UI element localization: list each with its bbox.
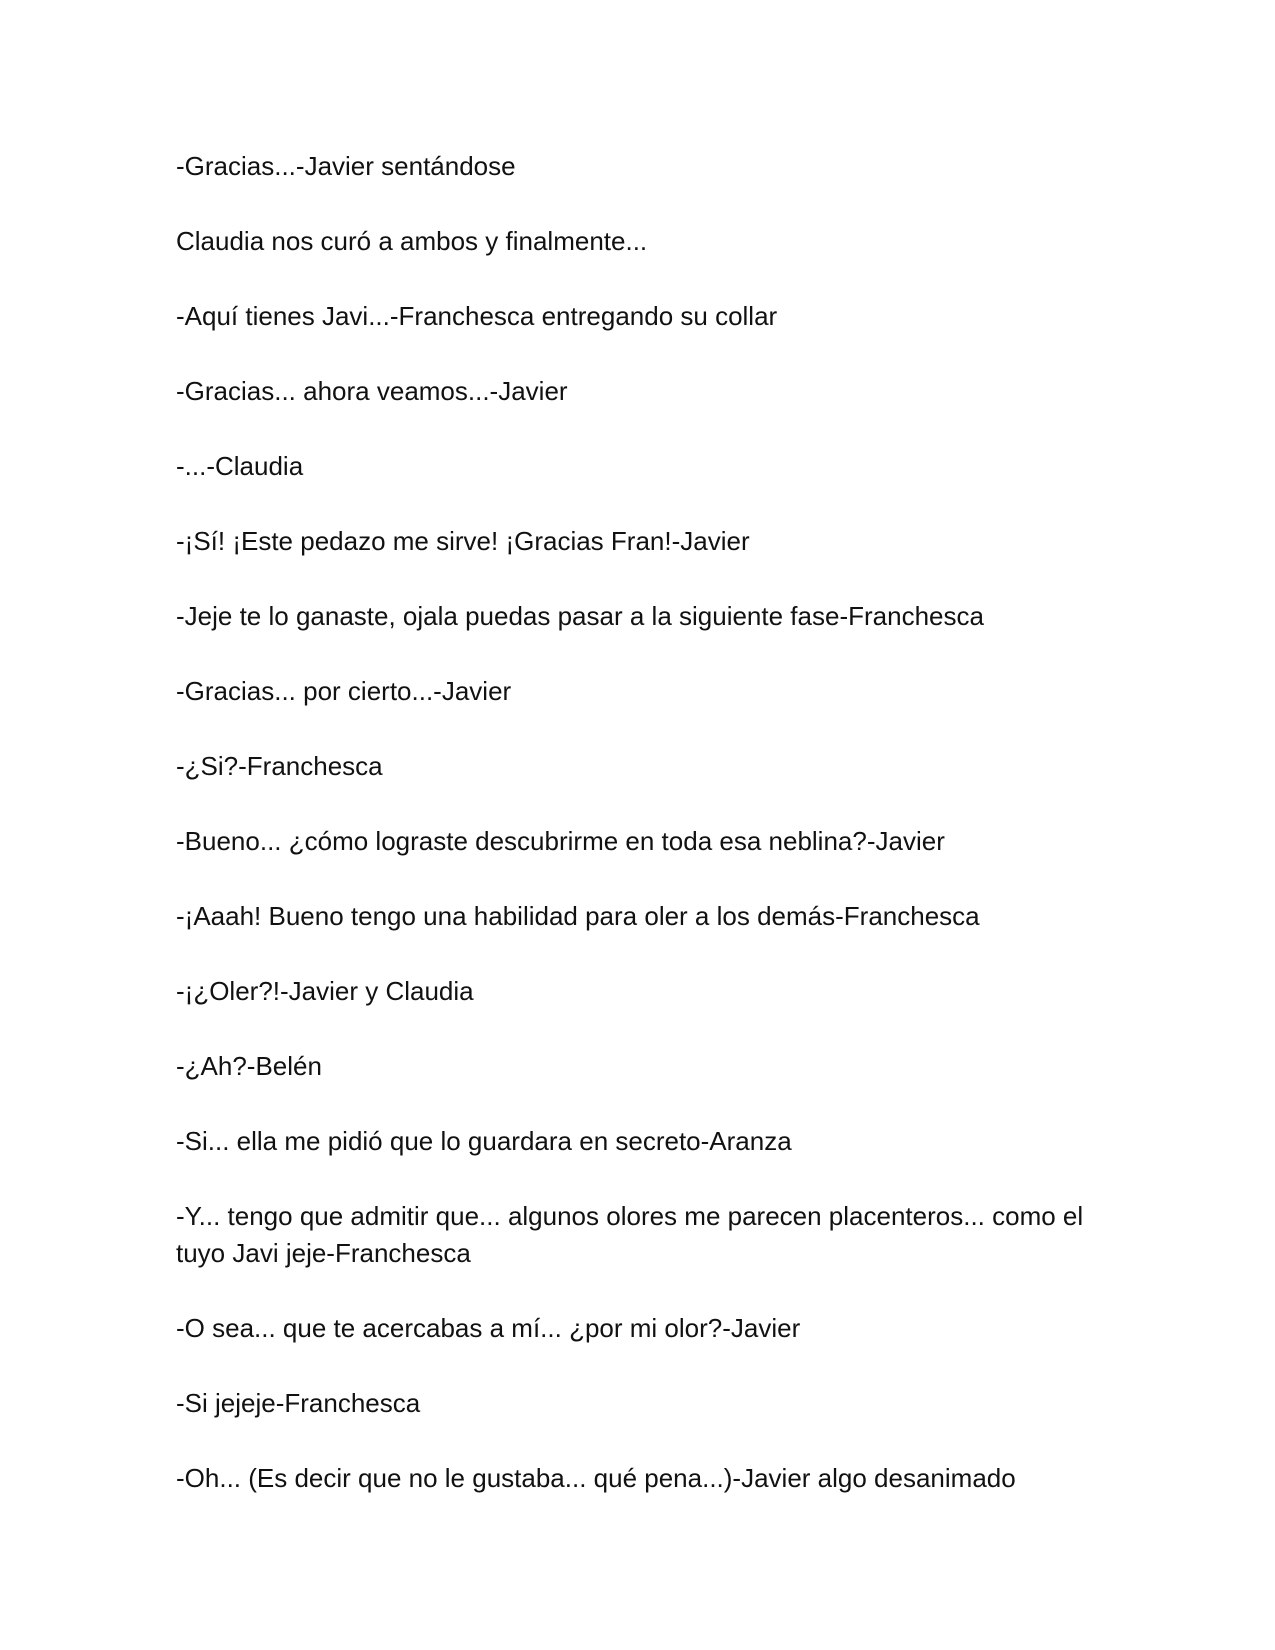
paragraph: -Bueno... ¿cómo lograste descubrirme en toda esa neblina?-Javier bbox=[176, 826, 945, 856]
paragraph: -¡Aaah! Bueno tengo una habilidad para oler a los demás-Franchesca bbox=[176, 901, 980, 931]
document-body bbox=[176, 148, 1116, 1535]
paragraph: -...-Claudia bbox=[176, 451, 304, 481]
paragraph: -Gracias... por cierto...-Javier bbox=[176, 676, 512, 706]
paragraph: -Gracias...-Javier sentándose bbox=[176, 151, 516, 181]
paragraph: -Si jejeje-Franchesca bbox=[176, 1388, 421, 1418]
paragraph: -Y... tengo que admitir que... algunos olores me parecen placenteros... como el tuyo Javi jeje-Franchesca bbox=[176, 1201, 1091, 1268]
paragraph: -¿Ah?-Belén bbox=[176, 1051, 322, 1081]
paragraph: -Si... ella me pidió que lo guardara en secreto-Aranza bbox=[176, 1126, 792, 1156]
paragraph: -Aquí tienes Javi...-Franchesca entregando su collar bbox=[176, 301, 778, 331]
paragraph: -Oh... (Es decir que no le gustaba... qué pena...)-Javier algo desanimado bbox=[176, 1463, 1016, 1493]
paragraph: -¿Si?-Franchesca bbox=[176, 751, 383, 781]
paragraph: -O sea... que te acercabas a mí... ¿por mi olor?-Javier bbox=[176, 1313, 801, 1343]
paragraph: -¡Sí! ¡Este pedazo me sirve! ¡Gracias Fran!-Javier bbox=[176, 526, 750, 556]
paragraph: -Jeje te lo ganaste, ojala puedas pasar a la siguiente fase-Franchesca bbox=[176, 601, 984, 631]
paragraph: -Gracias... ahora veamos...-Javier bbox=[176, 376, 568, 406]
paragraph: -¡¿Oler?!-Javier y Claudia bbox=[176, 976, 474, 1006]
paragraph: Claudia nos curó a ambos y finalmente... bbox=[176, 226, 648, 256]
